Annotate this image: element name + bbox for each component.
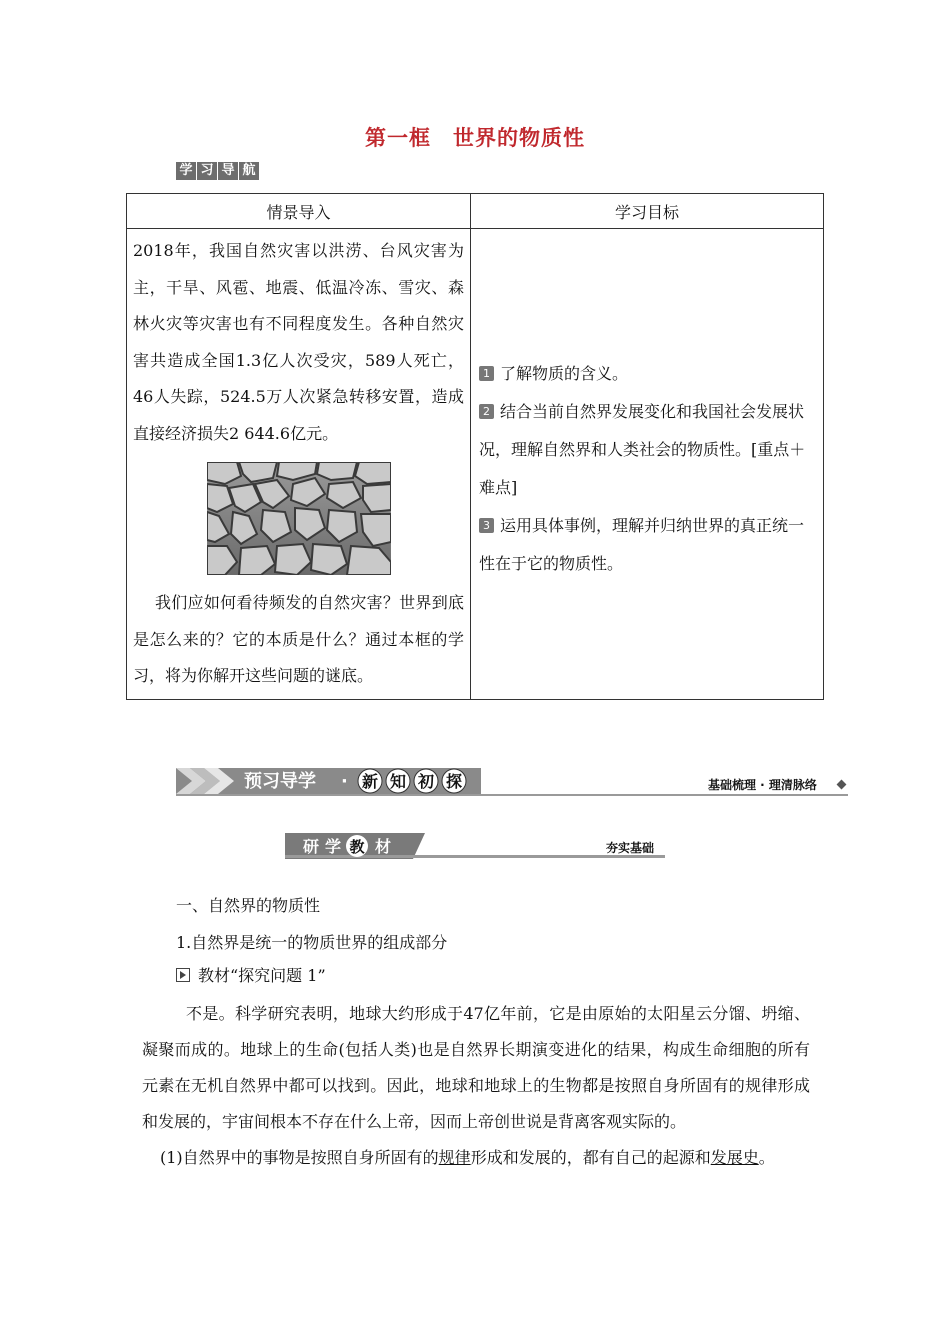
banner-char: 新 bbox=[361, 772, 379, 791]
cracked-earth-image bbox=[207, 462, 391, 575]
badge-char: 航 bbox=[239, 162, 259, 180]
scenario-cell bbox=[127, 229, 471, 700]
answer-paragraph: 不是。科学研究表明，地球大约形成于47亿年前，它是由原始的太阳星云分馏、坍缩、凝聚而成的。地球上的生命(包括人类)也是自然界长期演变进化的结果，构成生命细胞的所有元素在无机自然界中都可以找到。因此，地球和地球上的生物都是按照自身所固有的规律形成和发展的，宇宙间根本不存在什么上帝，因而上帝创世说是背离客观实际的。 bbox=[142, 1004, 810, 1131]
number-1-icon: 1 bbox=[479, 366, 494, 381]
banner-char: 知 bbox=[389, 772, 407, 791]
textbook-ref bbox=[176, 963, 326, 986]
badge-char: 学 bbox=[176, 162, 196, 180]
goal-text: 了解物质的含义。 bbox=[500, 364, 629, 383]
point-text: 。 bbox=[758, 1148, 775, 1167]
number-2-icon: 2 bbox=[479, 404, 494, 419]
goal-text: 结合当前自然界发展变化和我国社会发展状况，理解自然界和人类社会的物质性。[重点＋难点] bbox=[479, 402, 806, 497]
underlined-term: 规律 bbox=[438, 1148, 471, 1167]
banner-char: 探 bbox=[445, 772, 463, 791]
badge-char: 习 bbox=[197, 162, 217, 180]
goals-cell bbox=[471, 229, 824, 700]
play-icon bbox=[176, 968, 190, 982]
content-body bbox=[142, 996, 810, 1176]
banner-left-text: 预习导学 bbox=[244, 771, 316, 792]
point-text: (1)自然界中的事物是按照自身所固有的 bbox=[160, 1148, 439, 1167]
header-scenario: 情景导入 bbox=[127, 194, 471, 229]
sub-banner-char: 研 bbox=[303, 837, 320, 856]
banner-char: 初 bbox=[417, 772, 435, 791]
subsection-heading: 1.自然界是统一的物质世界的组成部分 bbox=[176, 933, 448, 952]
badge-char: 导 bbox=[218, 162, 238, 180]
goal-item bbox=[479, 507, 817, 583]
banner-dot: · bbox=[341, 771, 348, 792]
intro-table bbox=[126, 193, 824, 700]
header-goals: 学习目标 bbox=[471, 194, 824, 229]
study-guide-badge bbox=[176, 162, 259, 180]
goal-text: 运用具体事例，理解并归纳世界的真正统一性在于它的物质性。 bbox=[479, 516, 805, 573]
sub-banner-char: 教 bbox=[349, 838, 365, 856]
page-title: 第一框 世界的物质性 bbox=[365, 125, 585, 150]
sub-banner-char: 材 bbox=[375, 837, 392, 856]
number-3-icon: 3 bbox=[479, 518, 494, 533]
banner-right-text: 基础梳理 · 理清脉络 bbox=[708, 778, 817, 792]
scenario-text: 2018年，我国自然灾害以洪涝、台风灾害为主，干旱、风雹、地震、低温冷冻、雪灾、森林火灾等灾害也有不同程度发生。各种自然灾害共造成全国1.3亿人次受灾，589人死亡，46人失踪，524.5万人次紧急转移安置，造成直接经济损失2 644.6亿元。 bbox=[133, 241, 464, 443]
sub-banner-right-text: 夯实基础 bbox=[606, 841, 655, 855]
section-heading: 一、自然界的物质性 bbox=[176, 896, 321, 915]
question-text: 我们应如何看待频发的自然灾害？世界到底是怎么来的？它的本质是什么？通过本框的学习，将为你解开这些问题的谜底。 bbox=[133, 593, 464, 685]
goal-item bbox=[479, 355, 817, 393]
underlined-term: 发展史 bbox=[710, 1148, 759, 1167]
point-text: 形成和发展的，都有自己的起源和 bbox=[470, 1148, 711, 1167]
goal-item bbox=[479, 393, 817, 507]
sub-banner-char: 学 bbox=[325, 837, 342, 856]
textbook-ref-label: 教材“探究问题 1” bbox=[198, 966, 326, 985]
point-paragraph bbox=[142, 1140, 810, 1176]
